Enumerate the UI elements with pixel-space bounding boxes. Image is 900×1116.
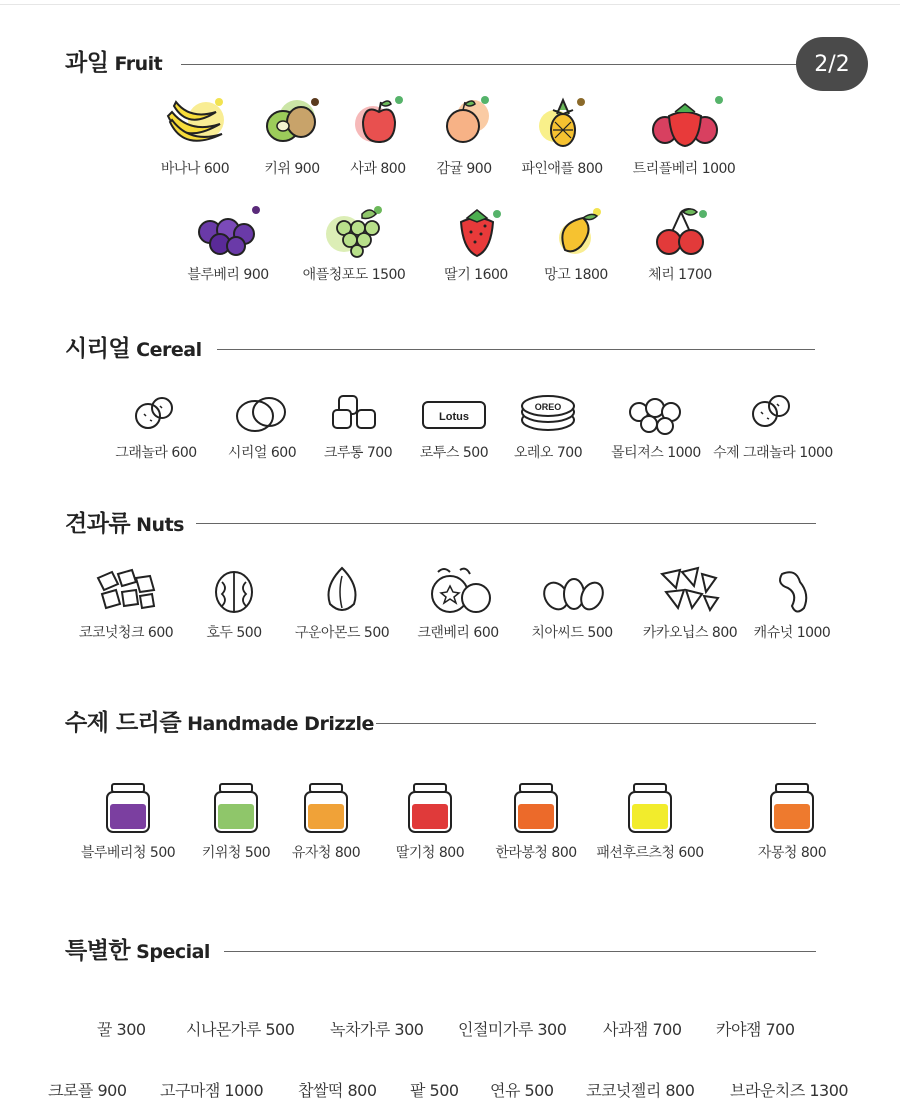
menu-item-almond[interactable] (282, 564, 402, 642)
special-item-red-bean[interactable]: 팥 500 (410, 1081, 459, 1100)
section-title-cereal-ko: 시리얼 (65, 336, 131, 362)
jar-fill (412, 804, 448, 829)
jar-fill (308, 804, 344, 829)
section-rule-fruit (181, 64, 806, 65)
menu-item-label: 몰티져스 1000 (611, 445, 701, 461)
section-title-cereal (65, 330, 202, 363)
lotus-biscuit-icon (419, 390, 489, 436)
section-title-cereal-en: Cereal (136, 339, 202, 361)
special-item-sweet-potato-jam[interactable]: 고구마잼 1000 (160, 1081, 264, 1100)
jar-icon (624, 782, 676, 836)
apple-icon (343, 94, 413, 152)
menu-item-label: 캐슈넛 1000 (753, 625, 831, 641)
menu-item-maltesers[interactable] (596, 390, 716, 462)
menu-item-label: 바나나 600 (160, 161, 230, 177)
menu-item-label: 오레오 700 (513, 445, 583, 461)
menu-item-label: 블루베리 900 (187, 267, 269, 283)
special-item-brown-cheese[interactable]: 브라운치즈 1300 (730, 1081, 849, 1100)
menu-item-blueberry[interactable] (168, 204, 288, 284)
cranberry-icon (420, 564, 496, 616)
menu-item-label: 키위청 500 (201, 845, 271, 861)
special-item-injeolmi[interactable]: 인절미가루 300 (458, 1020, 567, 1039)
almond-icon (312, 564, 372, 616)
top-divider (0, 4, 900, 5)
page-indicator[interactable]: 2/2 (796, 37, 868, 91)
section-title-drizzle-en: Handmade Drizzle (187, 713, 374, 735)
menu-item-coconut-chunk[interactable] (66, 564, 186, 642)
menu-item-label: 크루통 700 (323, 445, 393, 461)
jar-icon (102, 782, 154, 836)
menu-item-oreo[interactable] (488, 390, 608, 462)
menu-item-label: 로투스 500 (419, 445, 489, 461)
section-title-drizzle (65, 704, 374, 737)
menu-item-label: 자몽청 800 (757, 845, 827, 861)
special-item-honey[interactable]: 꿀 300 (97, 1020, 146, 1039)
oreo-logo-text: OREO (534, 402, 562, 412)
menu-item-drizzle[interactable] (370, 782, 490, 862)
cereal-icon (227, 390, 297, 436)
menu-item-label: 딸기 1600 (444, 267, 508, 283)
menu-item-label: 구운아몬드 500 (294, 625, 390, 641)
menu-item-label: 애플청포도 1500 (302, 267, 406, 283)
menu-item-walnut[interactable] (174, 564, 294, 642)
jar-fill (110, 804, 146, 829)
special-item-cinnamon[interactable]: 시나몬가루 500 (186, 1020, 295, 1039)
lotus-logo-text: Lotus (439, 411, 469, 423)
special-item-coconut-jelly[interactable]: 코코넛젤리 800 (586, 1081, 695, 1100)
section-title-fruit-en: Fruit (114, 53, 163, 75)
special-item-condensed-milk[interactable]: 연유 500 (490, 1081, 554, 1100)
section-title-nuts (65, 505, 184, 538)
menu-item-label: 키위 900 (264, 161, 320, 177)
cashew-icon (762, 564, 822, 616)
chia-seed-icon (534, 564, 610, 616)
menu-item-drizzle[interactable] (590, 782, 710, 862)
menu-item-label: 그래놀라 600 (115, 445, 197, 461)
section-title-drizzle-ko: 수제 드리즐 (65, 710, 182, 736)
section-title-special-en: Special (136, 941, 210, 963)
menu-item-label: 카카오닙스 800 (642, 625, 738, 641)
special-item-croffle[interactable]: 크로플 900 (48, 1081, 127, 1100)
menu-item-label: 체리 1700 (648, 267, 712, 283)
section-title-nuts-ko: 견과류 (65, 511, 131, 537)
section-title-special-ko: 특별한 (65, 938, 131, 964)
jar-icon (300, 782, 352, 836)
menu-item-label: 수제 그래놀라 1000 (713, 445, 833, 461)
menu-item-label: 파인애플 800 (521, 161, 603, 177)
menu-item-chia-seed[interactable] (512, 564, 632, 642)
cherry-icon (645, 204, 715, 258)
menu-item-label: 치아씨드 500 (531, 625, 613, 641)
menu-item-label: 한라봉청 800 (495, 845, 577, 861)
jar-icon (766, 782, 818, 836)
maltesers-icon (621, 390, 691, 436)
green-grape-icon (314, 204, 394, 258)
menu-item-green-grape[interactable] (294, 204, 414, 284)
jar-fill (218, 804, 254, 829)
jar-icon (404, 782, 456, 836)
menu-item-cashew[interactable] (732, 564, 852, 642)
section-title-fruit-ko: 과일 (65, 50, 109, 76)
menu-item-triple-berry[interactable] (624, 94, 744, 178)
strawberry-icon (441, 204, 511, 258)
kiwi-icon (257, 94, 327, 152)
section-title-fruit (65, 44, 162, 77)
menu-item-drizzle[interactable] (68, 782, 188, 862)
jar-fill (632, 804, 668, 829)
menu-item-label: 감귤 900 (436, 161, 492, 177)
pineapple-icon (527, 94, 597, 152)
menu-item-cranberry[interactable] (398, 564, 518, 642)
section-rule-nuts (196, 523, 816, 524)
jar-icon (210, 782, 262, 836)
coconut-chunk-icon (88, 564, 164, 616)
triple-berry-icon (639, 94, 729, 152)
handmade-granola-icon (743, 390, 803, 436)
menu-item-drizzle[interactable] (266, 782, 386, 862)
menu-item-drizzle[interactable] (732, 782, 852, 862)
section-rule-cereal (217, 349, 815, 350)
menu-item-label: 트리플베리 1000 (632, 161, 736, 177)
mango-icon (541, 204, 611, 258)
menu-item-label: 호두 500 (206, 625, 262, 641)
tangerine-icon (429, 94, 499, 152)
menu-item-mango[interactable] (516, 204, 636, 284)
special-item-apple-jam[interactable]: 사과잼 700 (603, 1020, 682, 1039)
special-item-kaya-jam[interactable]: 카야잼 700 (716, 1020, 795, 1039)
jar-fill (774, 804, 810, 829)
section-title-special (65, 932, 210, 965)
menu-item-granola[interactable] (96, 390, 216, 462)
menu-item-handmade-granola[interactable] (713, 390, 833, 462)
granola-icon (126, 390, 186, 436)
section-rule-special (224, 951, 816, 952)
menu-item-label: 크랜베리 600 (417, 625, 499, 641)
section-title-nuts-en: Nuts (136, 514, 184, 536)
special-item-green-tea[interactable]: 녹차가루 300 (330, 1020, 424, 1039)
walnut-icon (204, 564, 264, 616)
blueberry-icon (188, 204, 268, 258)
menu-item-label: 시리얼 600 (227, 445, 297, 461)
menu-item-label: 망고 1800 (544, 267, 608, 283)
oreo-icon (513, 390, 583, 436)
jar-fill (518, 804, 554, 829)
menu-item-label: 딸기청 800 (395, 845, 465, 861)
menu-item-label: 유자청 800 (291, 845, 361, 861)
menu-item-label: 코코넛청크 600 (78, 625, 174, 641)
menu-item-pineapple[interactable] (502, 94, 622, 178)
menu-item-drizzle[interactable] (476, 782, 596, 862)
menu-item-cherry[interactable] (620, 204, 740, 284)
menu-item-label: 사과 800 (350, 161, 406, 177)
section-rule-drizzle (376, 723, 816, 724)
special-item-rice-cake[interactable]: 찹쌀떡 800 (298, 1081, 377, 1100)
banana-icon (160, 94, 230, 152)
menu-item-label: 패션후르츠청 600 (596, 845, 704, 861)
crouton-icon (323, 390, 393, 436)
cacao-nibs-icon (652, 564, 728, 616)
jar-icon (510, 782, 562, 836)
menu-item-label: 블루베리청 500 (80, 845, 176, 861)
